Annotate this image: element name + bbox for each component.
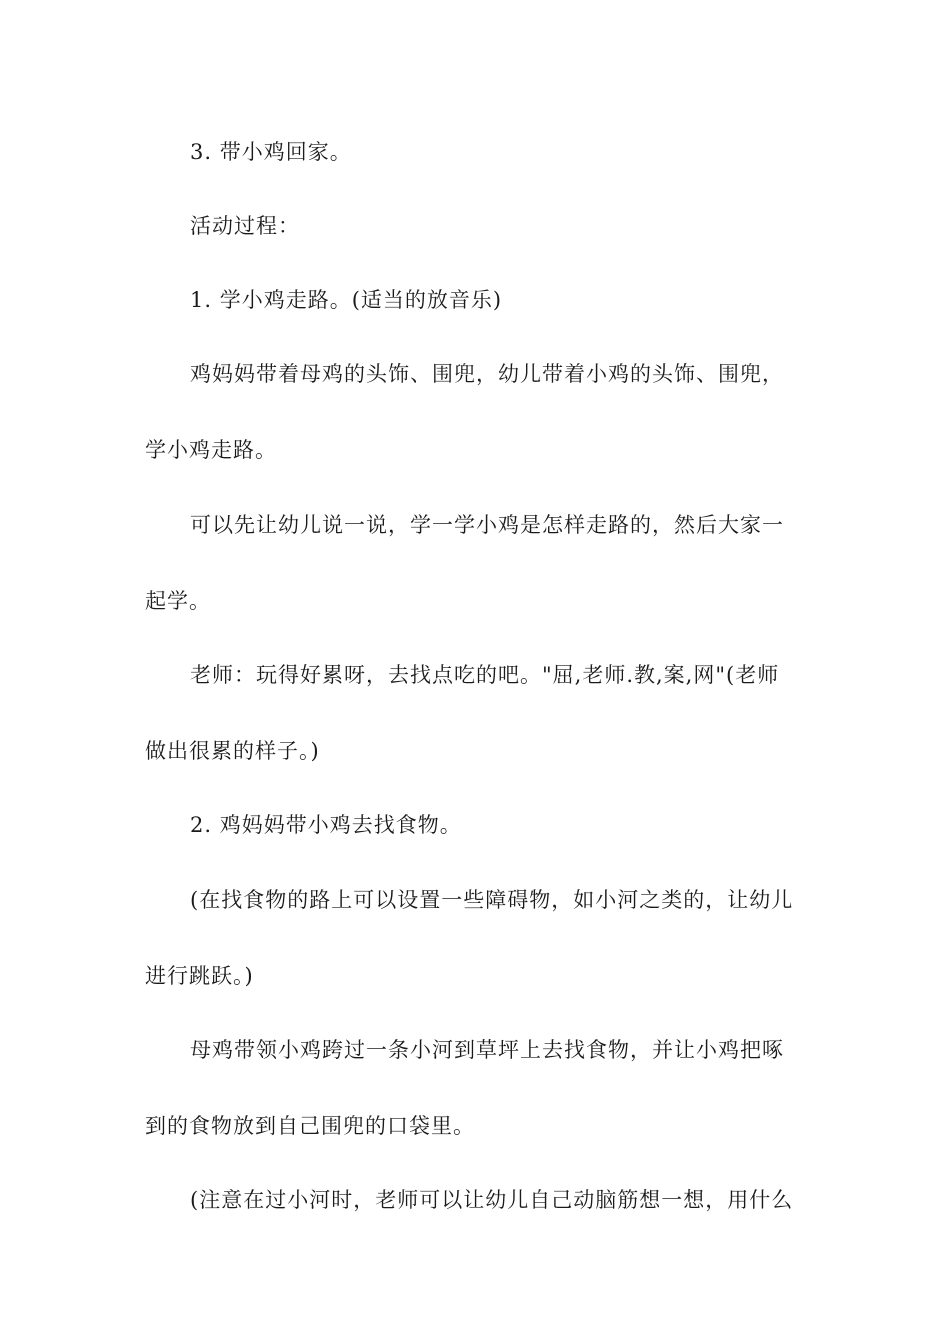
paragraph-line: 老师：玩得好累呀，去找点吃的吧。"屈,老师.教,案,网"(老师: [190, 663, 780, 687]
paragraph-line: 鸡妈妈带着母鸡的头饰、围兜，幼儿带着小鸡的头饰、围兜，: [190, 362, 784, 386]
paragraph-line: (在找食物的路上可以设置一些障碍物，如小河之类的，让幼儿: [190, 888, 794, 912]
paragraph-line: 到的食物放到自己围兜的口袋里。: [145, 1114, 475, 1138]
paragraph-line: 进行跳跃。): [145, 964, 254, 988]
step-2-heading: 2. 鸡妈妈带小鸡去找食物。: [190, 813, 462, 837]
step-3-heading: 3. 带小鸡回家。: [190, 140, 352, 164]
paragraph-line: 母鸡带领小鸡跨过一条小河到草坪上去找食物，并让小鸡把啄: [190, 1038, 784, 1062]
paragraph-line: (注意在过小河时，老师可以让幼儿自己动脑筋想一想，用什么: [190, 1188, 794, 1212]
paragraph-line: 做出很累的样子。): [145, 739, 320, 763]
step-1-heading: 1. 学小鸡走路。(适当的放音乐): [190, 288, 503, 312]
activity-process-heading: 活动过程：: [190, 214, 300, 238]
paragraph-line: 学小鸡走路。: [145, 438, 277, 462]
paragraph-line: 可以先让幼儿说一说，学一学小鸡是怎样走路的，然后大家一: [190, 513, 784, 537]
paragraph-line: 起学。: [145, 589, 211, 613]
